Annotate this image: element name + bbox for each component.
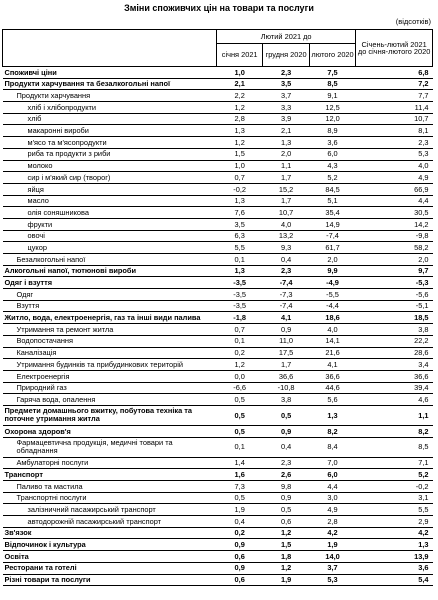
row-label: Гаряча вода, опалення xyxy=(3,394,217,406)
row-value-col3: 8,5 xyxy=(309,78,355,90)
row-value-col1: 2,1 xyxy=(216,78,262,90)
row-value-col4: 1,3 xyxy=(356,539,433,551)
row-value-col1: 0,7 xyxy=(216,172,262,184)
table-row xyxy=(3,551,433,563)
row-label: риба та продукти з риби xyxy=(3,148,217,160)
row-label: Паливо та мастила xyxy=(3,481,217,493)
row-value-col2: 2,6 xyxy=(263,469,309,481)
row-value-col4: 7,1 xyxy=(356,457,433,469)
unit-label: (відсотків) xyxy=(395,17,431,26)
row-value-col2: 4,0 xyxy=(263,218,309,230)
row-value-col1: -1,8 xyxy=(216,312,262,324)
row-value-col2: 1,3 xyxy=(263,137,309,149)
row-value-col2: 0,5 xyxy=(263,405,309,425)
row-label: фрукти xyxy=(3,218,217,230)
row-value-col2: -7,3 xyxy=(263,289,309,301)
table-header xyxy=(3,30,433,67)
row-value-col4: 5,4 xyxy=(356,574,433,586)
row-value-col1: 0,4 xyxy=(216,516,262,528)
row-value-col2: 36,6 xyxy=(263,370,309,382)
table-row xyxy=(3,516,433,528)
row-value-col1: -3,5 xyxy=(216,289,262,301)
row-value-col2: 0,5 xyxy=(263,504,309,516)
row-value-col1: 3,5 xyxy=(216,218,262,230)
table-row xyxy=(3,289,433,301)
row-label: масло xyxy=(3,195,217,207)
row-value-col4: 3,4 xyxy=(356,359,433,371)
row-value-col3: 5,6 xyxy=(309,394,355,406)
table-row xyxy=(3,394,433,406)
table-row xyxy=(3,265,433,277)
row-value-col1: 6,3 xyxy=(216,230,262,242)
row-value-col1: 0,6 xyxy=(216,574,262,586)
table-row xyxy=(3,254,433,266)
row-value-col4: 5,2 xyxy=(356,469,433,481)
table-row xyxy=(3,113,433,125)
row-value-col3: 3,6 xyxy=(309,137,355,149)
row-value-col2: 1,5 xyxy=(263,539,309,551)
table-row xyxy=(3,148,433,160)
row-value-col1: 0,5 xyxy=(216,405,262,425)
row-value-col2: 0,9 xyxy=(263,324,309,336)
row-value-col2: 1,9 xyxy=(263,574,309,586)
row-value-col3: 14,9 xyxy=(309,218,355,230)
row-value-col2: 10,7 xyxy=(263,207,309,219)
table-row xyxy=(3,195,433,207)
row-value-col2: 3,7 xyxy=(263,90,309,102)
row-label: Одяг xyxy=(3,289,217,301)
row-value-col3: 2,8 xyxy=(309,516,355,528)
row-label: хліб xyxy=(3,113,217,125)
row-value-col1: -0,2 xyxy=(216,183,262,195)
row-value-col3: 35,4 xyxy=(309,207,355,219)
row-label: хліб і хлібопродукти xyxy=(3,102,217,114)
row-value-col1: 0,6 xyxy=(216,551,262,563)
row-value-col2: 1,2 xyxy=(263,562,309,574)
row-label: Різні товари та послуги xyxy=(3,574,217,586)
row-value-col3: 3,7 xyxy=(309,562,355,574)
row-label: Транспорт xyxy=(3,469,217,481)
table-row xyxy=(3,160,433,172)
row-value-col4: 4,6 xyxy=(356,394,433,406)
row-value-col1: 0,5 xyxy=(216,492,262,504)
row-value-col1: 0,1 xyxy=(216,437,262,457)
row-value-col1: 1,9 xyxy=(216,504,262,516)
table-row xyxy=(3,183,433,195)
row-value-col3: 5,3 xyxy=(309,574,355,586)
row-label: овочі xyxy=(3,230,217,242)
table-row xyxy=(3,102,433,114)
row-value-col2: 1,7 xyxy=(263,172,309,184)
table-row xyxy=(3,78,433,90)
row-value-col3: 4,2 xyxy=(309,527,355,539)
row-value-col4: 6,8 xyxy=(356,67,433,79)
row-label: Фармацевтична продукція, медичні товари та обладнання xyxy=(3,437,217,457)
row-label: олія соняшникова xyxy=(3,207,217,219)
row-value-col2: 0,9 xyxy=(263,492,309,504)
row-label: Освіта xyxy=(3,551,217,563)
row-value-col4: 18,5 xyxy=(356,312,433,324)
row-value-col1: -6,6 xyxy=(216,382,262,394)
row-value-col2: 1,7 xyxy=(263,195,309,207)
row-value-col1: 1,5 xyxy=(216,148,262,160)
row-value-col2: 2,3 xyxy=(263,457,309,469)
table-row xyxy=(3,218,433,230)
table-row xyxy=(3,457,433,469)
row-value-col1: 0,5 xyxy=(216,394,262,406)
row-value-col3: 3,0 xyxy=(309,492,355,504)
row-value-col1: 1,3 xyxy=(216,265,262,277)
row-value-col1: 0,1 xyxy=(216,254,262,266)
row-label: автодорожній пасажирський транспорт xyxy=(3,516,217,528)
row-value-col3: 84,5 xyxy=(309,183,355,195)
row-value-col1: 0,9 xyxy=(216,562,262,574)
row-value-col2: 9,8 xyxy=(263,481,309,493)
row-value-col4: 2,3 xyxy=(356,137,433,149)
row-label: Електроенергія xyxy=(3,370,217,382)
row-value-col1: 1,3 xyxy=(216,195,262,207)
row-value-col4: 2,9 xyxy=(356,516,433,528)
table-row xyxy=(3,370,433,382)
row-value-col2: 2,0 xyxy=(263,148,309,160)
row-value-col1: 2,2 xyxy=(216,90,262,102)
row-label: Транспортні послуги xyxy=(3,492,217,504)
row-value-col1: 1,3 xyxy=(216,125,262,137)
row-value-col3: 4,9 xyxy=(309,504,355,516)
row-label: Амбулаторні послуги xyxy=(3,457,217,469)
row-value-col2: 17,5 xyxy=(263,347,309,359)
row-value-col4: 39,4 xyxy=(356,382,433,394)
row-value-col3: 14,1 xyxy=(309,335,355,347)
row-value-col4: 30,5 xyxy=(356,207,433,219)
row-value-col2: 1,2 xyxy=(263,527,309,539)
table-row xyxy=(3,242,433,254)
table-row xyxy=(3,469,433,481)
row-value-col2: -7,4 xyxy=(263,300,309,312)
row-value-col3: 7,0 xyxy=(309,457,355,469)
row-label: Житло, вода, електроенергія, газ та інші види палива xyxy=(3,312,217,324)
row-value-col4: 14,2 xyxy=(356,218,433,230)
row-label: Ресторани та готелі xyxy=(3,562,217,574)
row-label: Каналізація xyxy=(3,347,217,359)
row-value-col1: 1,6 xyxy=(216,469,262,481)
row-label: Утримання та ремонт житла xyxy=(3,324,217,336)
table-row xyxy=(3,437,433,457)
row-value-col3: 8,4 xyxy=(309,437,355,457)
row-value-col1: -3,5 xyxy=(216,300,262,312)
row-value-col1: 0,1 xyxy=(216,335,262,347)
row-label: Відпочинок і культура xyxy=(3,539,217,551)
row-value-col3: 8,2 xyxy=(309,425,355,437)
row-label: Алкогольні напої, тютюнові вироби xyxy=(3,265,217,277)
row-value-col2: 0,9 xyxy=(263,425,309,437)
table-row xyxy=(3,324,433,336)
row-label: Взуття xyxy=(3,300,217,312)
table-row xyxy=(3,207,433,219)
row-value-col3: 9,9 xyxy=(309,265,355,277)
row-label: м'ясо та м'ясопродукти xyxy=(3,137,217,149)
table-row xyxy=(3,172,433,184)
row-value-col3: -4,4 xyxy=(309,300,355,312)
row-value-col1: 1,2 xyxy=(216,102,262,114)
row-value-col4: 4,2 xyxy=(356,527,433,539)
row-value-col3: 9,1 xyxy=(309,90,355,102)
row-value-col2: 3,5 xyxy=(263,78,309,90)
row-value-col4: 5,3 xyxy=(356,148,433,160)
row-value-col4: 8,1 xyxy=(356,125,433,137)
row-value-col4: 3,8 xyxy=(356,324,433,336)
table-row xyxy=(3,90,433,102)
row-label: макаронні вироби xyxy=(3,125,217,137)
table-row xyxy=(3,562,433,574)
row-value-col3: 2,0 xyxy=(309,254,355,266)
row-value-col4: 2,0 xyxy=(356,254,433,266)
row-value-col1: 1,0 xyxy=(216,160,262,172)
row-label: залізничний пасажирський транспорт xyxy=(3,504,217,516)
table-row xyxy=(3,527,433,539)
row-label: Продукти харчування та безалкогольні напої xyxy=(3,78,217,90)
row-value-col4: 7,7 xyxy=(356,90,433,102)
table-row xyxy=(3,359,433,371)
row-value-col3: -7,4 xyxy=(309,230,355,242)
row-value-col3: 6,0 xyxy=(309,469,355,481)
row-value-col2: 11,0 xyxy=(263,335,309,347)
row-value-col1: 1,2 xyxy=(216,359,262,371)
row-label: Споживчі ціни xyxy=(3,67,217,79)
price-changes-table xyxy=(2,29,433,586)
row-value-col2: -7,4 xyxy=(263,277,309,289)
table-body xyxy=(3,67,433,586)
row-label: Безалкогольні напої xyxy=(3,254,217,266)
row-value-col2: 4,1 xyxy=(263,312,309,324)
header-category-cell xyxy=(3,30,217,67)
row-value-col3: 12,5 xyxy=(309,102,355,114)
row-value-col2: 2,1 xyxy=(263,125,309,137)
row-value-col4: 8,5 xyxy=(356,437,433,457)
row-value-col4: 58,2 xyxy=(356,242,433,254)
row-value-col4: 1,1 xyxy=(356,405,433,425)
row-value-col3: 7,5 xyxy=(309,67,355,79)
row-value-col4: 4,0 xyxy=(356,160,433,172)
row-value-col4: 10,7 xyxy=(356,113,433,125)
row-value-col3: -5,5 xyxy=(309,289,355,301)
table-row xyxy=(3,347,433,359)
row-value-col2: 0,4 xyxy=(263,254,309,266)
row-value-col3: 44,6 xyxy=(309,382,355,394)
row-label: Охорона здоров'я xyxy=(3,425,217,437)
table-row xyxy=(3,425,433,437)
row-value-col2: 3,8 xyxy=(263,394,309,406)
row-value-col4: -0,2 xyxy=(356,481,433,493)
row-value-col1: 5,5 xyxy=(216,242,262,254)
header-col4: Січень-лютий 2021 до січня-лютого 2020 xyxy=(356,30,433,67)
row-value-col3: 14,0 xyxy=(309,551,355,563)
table-row xyxy=(3,539,433,551)
table-row xyxy=(3,67,433,79)
row-value-col1: 7,3 xyxy=(216,481,262,493)
row-value-col2: 0,4 xyxy=(263,437,309,457)
table-row xyxy=(3,137,433,149)
table-row xyxy=(3,492,433,504)
row-value-col3: 4,3 xyxy=(309,160,355,172)
row-value-col4: -5,6 xyxy=(356,289,433,301)
row-value-col2: 0,6 xyxy=(263,516,309,528)
row-value-col1: 0,7 xyxy=(216,324,262,336)
row-value-col3: 4,4 xyxy=(309,481,355,493)
table-row xyxy=(3,382,433,394)
row-value-col4: 36,6 xyxy=(356,370,433,382)
row-value-col3: 12,0 xyxy=(309,113,355,125)
row-value-col4: 3,1 xyxy=(356,492,433,504)
row-value-col3: 18,6 xyxy=(309,312,355,324)
row-value-col4: 28,6 xyxy=(356,347,433,359)
header-col2: грудня 2020 xyxy=(263,44,309,67)
row-label: Зв'язок xyxy=(3,527,217,539)
row-value-col1: 2,8 xyxy=(216,113,262,125)
row-value-col4: 3,6 xyxy=(356,562,433,574)
row-label: цукор xyxy=(3,242,217,254)
row-label: молоко xyxy=(3,160,217,172)
row-value-col4: 13,9 xyxy=(356,551,433,563)
row-label: Природний газ xyxy=(3,382,217,394)
row-value-col4: -9,8 xyxy=(356,230,433,242)
row-value-col4: -5,3 xyxy=(356,277,433,289)
table-row xyxy=(3,277,433,289)
row-value-col2: 2,3 xyxy=(263,67,309,79)
row-value-col4: 9,7 xyxy=(356,265,433,277)
row-label: Водопостачання xyxy=(3,335,217,347)
row-value-col2: 1,7 xyxy=(263,359,309,371)
table-row xyxy=(3,405,433,425)
row-value-col1: 1,4 xyxy=(216,457,262,469)
row-value-col4: 7,2 xyxy=(356,78,433,90)
row-value-col2: 15,2 xyxy=(263,183,309,195)
row-value-col4: -5,1 xyxy=(356,300,433,312)
row-value-col1: 0,5 xyxy=(216,425,262,437)
row-value-col2: -10,8 xyxy=(263,382,309,394)
row-value-col1: 0,0 xyxy=(216,370,262,382)
row-value-col4: 8,2 xyxy=(356,425,433,437)
row-value-col2: 9,3 xyxy=(263,242,309,254)
row-label: Предмети домашнього вжитку, побутова техніка та поточне утримання житла xyxy=(3,405,217,425)
row-value-col3: 1,3 xyxy=(309,405,355,425)
row-label: яйця xyxy=(3,183,217,195)
row-value-col3: 6,0 xyxy=(309,148,355,160)
table-row xyxy=(3,574,433,586)
header-col1: січня 2021 xyxy=(216,44,262,67)
row-value-col2: 2,3 xyxy=(263,265,309,277)
row-label: Одяг і взуття xyxy=(3,277,217,289)
row-value-col3: 1,9 xyxy=(309,539,355,551)
row-value-col1: 0,2 xyxy=(216,527,262,539)
row-value-col4: 22,2 xyxy=(356,335,433,347)
row-value-col4: 4,4 xyxy=(356,195,433,207)
header-group-label: Лютий 2021 до xyxy=(216,30,355,44)
row-value-col1: 1,0 xyxy=(216,67,262,79)
row-value-col3: 4,0 xyxy=(309,324,355,336)
row-value-col3: -4,9 xyxy=(309,277,355,289)
row-value-col3: 5,1 xyxy=(309,195,355,207)
header-col3: лютого 2020 xyxy=(309,44,355,67)
row-value-col3: 8,9 xyxy=(309,125,355,137)
table-row xyxy=(3,481,433,493)
table-row xyxy=(3,335,433,347)
table-row xyxy=(3,230,433,242)
row-value-col2: 3,9 xyxy=(263,113,309,125)
row-label: Утримання будинків та прибудинкових територій xyxy=(3,359,217,371)
table-row xyxy=(3,300,433,312)
row-label: сир і м'який сир (творог) xyxy=(3,172,217,184)
row-value-col3: 21,6 xyxy=(309,347,355,359)
row-value-col3: 36,6 xyxy=(309,370,355,382)
row-value-col4: 4,9 xyxy=(356,172,433,184)
row-value-col2: 3,3 xyxy=(263,102,309,114)
row-value-col2: 13,2 xyxy=(263,230,309,242)
row-value-col3: 61,7 xyxy=(309,242,355,254)
table-row xyxy=(3,312,433,324)
table-row xyxy=(3,504,433,516)
row-value-col2: 1,1 xyxy=(263,160,309,172)
row-value-col1: 7,6 xyxy=(216,207,262,219)
row-value-col1: 0,9 xyxy=(216,539,262,551)
row-value-col4: 66,9 xyxy=(356,183,433,195)
row-value-col1: 0,2 xyxy=(216,347,262,359)
row-value-col1: 1,2 xyxy=(216,137,262,149)
row-value-col3: 4,1 xyxy=(309,359,355,371)
row-label: Продукти харчування xyxy=(3,90,217,102)
row-value-col4: 11,4 xyxy=(356,102,433,114)
row-value-col1: -3,5 xyxy=(216,277,262,289)
row-value-col3: 5,2 xyxy=(309,172,355,184)
row-value-col2: 1,8 xyxy=(263,551,309,563)
row-value-col4: 5,5 xyxy=(356,504,433,516)
table-title: Зміни споживчих цін на товари та послуги xyxy=(124,3,314,13)
table-row xyxy=(3,125,433,137)
